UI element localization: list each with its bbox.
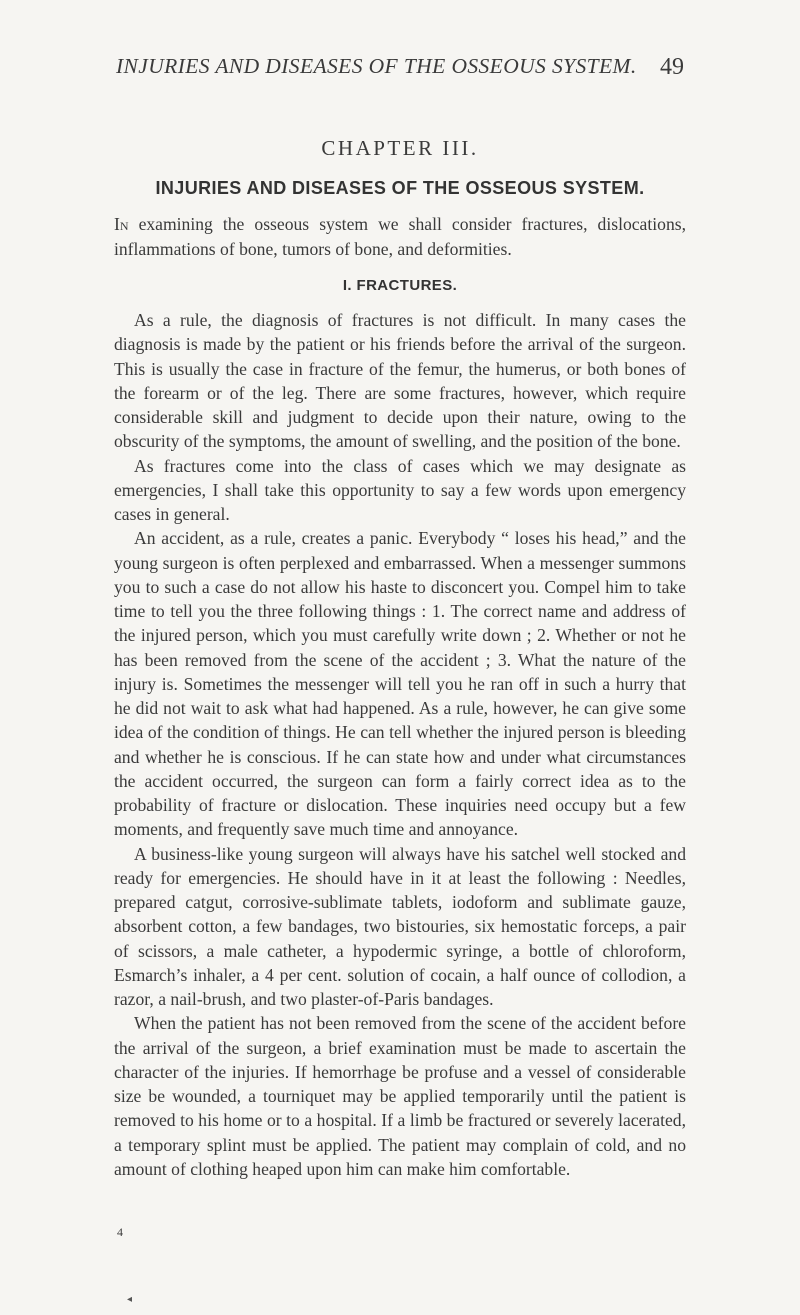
chapter-title: INJURIES AND DISEASES OF THE OSSEOUS SYSTEM.	[155, 178, 645, 198]
paragraph: An accident, as a rule, creates a panic. Everybody “ loses his head,” and the young surgeon is often perplexed and embarrassed. When a messenger summons you to such a case do not allow his haste to disconcert you. Compel him to take time to tell you the three following things : 1. The correct name and address of the injured person, which you must carefully write down ; 2. Whether or not he has been removed from the scene of the accident ; 3. What the nature of the injury is. Sometimes the messenger will tell you he ran off in such a hurry that he did not wait to ask what had happened. As a rule, however, he can give some idea of the condition of things. He can tell whether the injured person is bleeding and whether he is conscious. If he can state how and under what circumstances the accident occurred, the surgeon can form a fairly correct idea as to the probability of fracture or dislocation. These inquiries need occupy but a few moments, and frequently save much time and annoyance.	[114, 528, 686, 840]
section-title: I. FRACTURES.	[342, 277, 458, 294]
paragraph: As fractures come into the class of cases which we may designate as emergencies, I shall take this opportunity to say a few words upon emergency cases in general.	[114, 455, 686, 524]
chapter-label: CHAPTER III.	[321, 136, 479, 160]
printer-mark: ◂	[127, 1294, 133, 1305]
intro-text: examining the osseous system we shall consider fractures, dislocations, inflammations of bone, tumors of bone, and deformities.	[114, 214, 686, 259]
intro-lead: In	[114, 214, 129, 234]
body-text	[114, 308, 686, 1181]
page-number: 49	[660, 54, 684, 80]
signature-mark: 4	[117, 1225, 123, 1239]
intro-paragraph	[114, 212, 686, 262]
paragraph: A business-like young surgeon will always have his satchel well stocked and ready for emergencies. He should have in it at least the following : Needles, prepared catgut, corrosive-sublimate tablets, iodoform and sublimate gauze, absorbent cotton, a few bandages, two bistouries, six hemostatic forceps, a pair of scissors, a male catheter, a hypodermic syringe, a bottle of chloroform, Esmarch’s inhaler, a 4 per cent. solution of cocain, a half ounce of collodion, a razor, a nail-brush, and two plaster-of-Paris bandages.	[114, 843, 686, 1009]
paragraph: When the patient has not been removed from the scene of the accident before the arrival of the surgeon, a brief examination must be made to ascertain the character of the injuries. If hemorrhage be profuse and a vessel of considerable size be wounded, a tourniquet may be applied temporarily until the patient is removed to his home or to a hospital. If a limb be fractured or severely lacerated, a temporary splint must be applied. The patient may complain of cold, and no amount of clothing heaped upon him can make him comfortable.	[114, 1013, 686, 1179]
running-head	[116, 54, 682, 79]
paragraph: As a rule, the diagnosis of fractures is not difficult. In many cases the diagnosis is made by the patient or his friends before the arrival of the surgeon. This is usually the case in fracture of the femur, the humerus, or both bones of the forearm or of the leg. There are some fractures, however, which require considerable skill and judgment to decide upon their nature, owing to the obscurity of the symptoms, the amount of swelling, and the position of the bone.	[114, 310, 686, 452]
running-head-text: INJURIES AND DISEASES OF THE OSSEOUS SYSTEM.	[116, 54, 637, 78]
